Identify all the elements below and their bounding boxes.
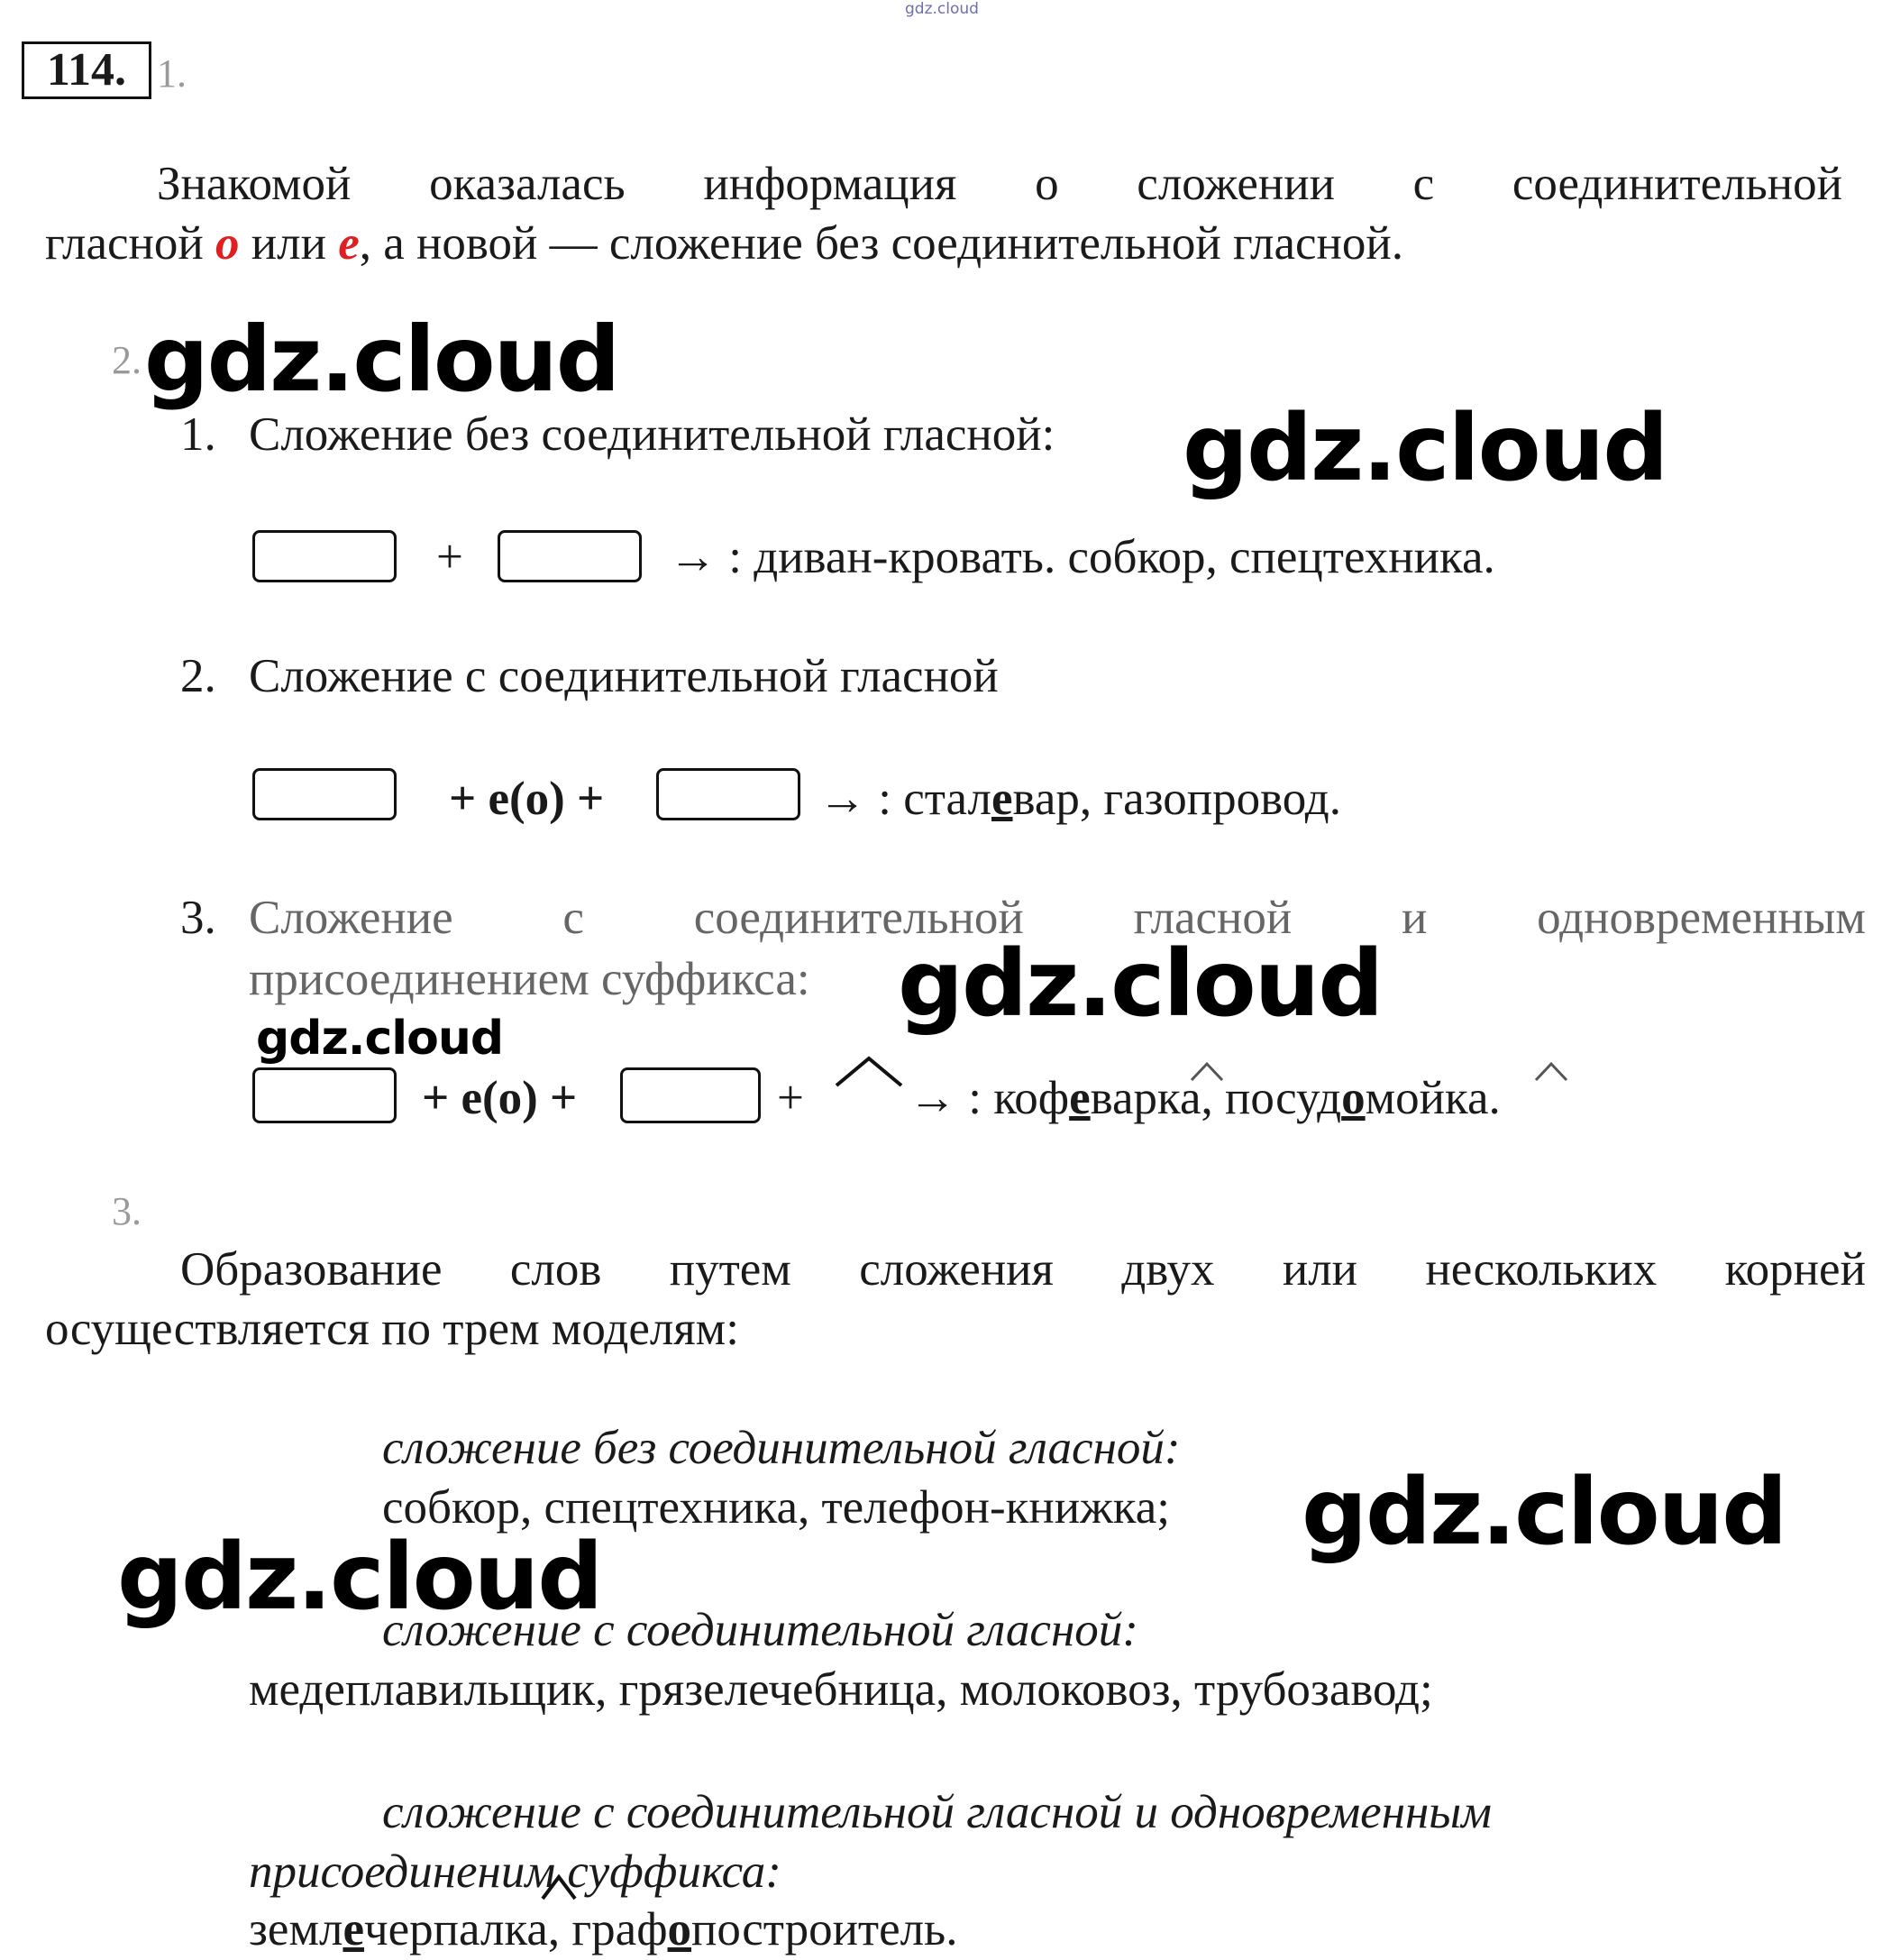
root-box (252, 1067, 397, 1123)
word: двух (1121, 1243, 1215, 1296)
watermark: gdz.cloud (144, 307, 619, 412)
plus-sign: + (436, 531, 463, 583)
model-3-heading: сложение с соединительной гласной и одновременным (382, 1786, 1493, 1838)
model-1-heading: сложение без соединительной гласной: (382, 1422, 1181, 1474)
word: Сложение (249, 892, 453, 944)
section-3-number: 3. (112, 1189, 142, 1233)
root-box (498, 530, 642, 582)
watermark: gdz.cloud (1302, 1459, 1786, 1566)
text-fragment: вар, газопровод. (1012, 773, 1341, 825)
word: с (1412, 158, 1435, 210)
text-fragment: построитель. (691, 1903, 958, 1955)
item-2-title: Сложение с соединительной гласной (249, 650, 999, 702)
text-fragment: черпалка, граф (363, 1903, 668, 1955)
underlined-vowel: е (343, 1903, 364, 1955)
word: сложении (1137, 158, 1335, 210)
watermark: gdz.cloud (256, 1012, 504, 1066)
model-2-heading: сложение с соединительной гласной: (382, 1604, 1138, 1656)
formula-text: + е(о) + (422, 1072, 578, 1124)
word: или (1282, 1243, 1358, 1296)
underlined-vowel: о (667, 1903, 692, 1955)
item-2-examples (818, 772, 1341, 826)
underlined-vowel: е (991, 773, 1013, 825)
item-3-line-2: присоединением суффикса: (249, 953, 810, 1005)
text-fragment: , а новой — сложение без соединительной гласной. (359, 217, 1403, 270)
word: Знакомой (157, 158, 352, 210)
word: одновременным (1537, 892, 1866, 944)
text-fragment: мойка. (1365, 1072, 1501, 1124)
root-box (620, 1067, 761, 1123)
item-1-examples: → : диван-кровать. собкор, спецтехника. (669, 531, 1495, 583)
word: путем (669, 1243, 791, 1296)
underlined-vowel: о (1341, 1072, 1366, 1124)
text-fragment: или (239, 217, 339, 270)
word: о (1035, 158, 1059, 210)
word: нескольких (1425, 1243, 1658, 1296)
suffix-caret-icon (543, 1875, 575, 1900)
connecting-vowel-formula (449, 772, 604, 826)
item-3-number: 3. (180, 892, 216, 944)
watermark: gdz.cloud (898, 930, 1383, 1038)
word: Образование (180, 1243, 443, 1296)
word: соединительной (693, 892, 1024, 944)
text-fragment: варка, посуд (1090, 1072, 1342, 1124)
word: сложения (859, 1243, 1054, 1296)
exercise-number: 114. (22, 41, 151, 99)
section-1-line-1 (157, 157, 1842, 211)
model-1-examples: собкор, спецтехника, телефон-книжка; (382, 1481, 1170, 1534)
watermark-top: gdz.cloud (905, 0, 979, 18)
text-fragment: земл (249, 1903, 343, 1955)
watermark: gdz.cloud (1183, 395, 1667, 502)
suffix-caret-icon (1536, 1062, 1567, 1082)
highlight-vowel-e: е (338, 217, 360, 270)
text-fragment: → : стал (818, 773, 991, 825)
word: информация (703, 158, 957, 210)
watermark: gdz.cloud (117, 1524, 602, 1631)
suffix-caret-icon (1192, 1062, 1222, 1082)
formula-text: + е(о) + (449, 773, 605, 825)
suffix-caret-icon (836, 1055, 901, 1087)
root-box (656, 768, 800, 820)
text-fragment: гласной (45, 217, 216, 270)
plus-sign: + (777, 1072, 804, 1124)
highlight-vowel-o: о (215, 217, 240, 270)
section-2-number: 2. (112, 338, 142, 382)
section-3-line-1 (180, 1242, 1866, 1296)
connecting-vowel-formula (422, 1071, 577, 1125)
root-box (252, 768, 397, 820)
item-1-number: 1. (180, 408, 216, 461)
word: корней (1724, 1243, 1866, 1296)
model-3-heading-cont: присоединеним суффикса: (249, 1846, 781, 1898)
root-box (252, 530, 397, 582)
section-1-line-2 (45, 216, 1403, 270)
model-2-examples: медеплавильщик, грязелечебница, молоковоз, трубозавод; (249, 1663, 1433, 1716)
underlined-vowel: е (1069, 1072, 1091, 1124)
word: слов (509, 1243, 602, 1296)
section-1-number: 1. (157, 51, 187, 96)
word: гласной (1133, 892, 1293, 944)
word: и (1402, 892, 1428, 944)
text-fragment: → : коф (909, 1072, 1070, 1124)
model-3-examples (249, 1902, 957, 1956)
word: соединительной (1512, 158, 1842, 210)
item-1-title: Сложение без соединительной гласной: (249, 408, 1055, 461)
section-3-line-2: осуществляется по трем моделям: (45, 1303, 739, 1355)
item-2-number: 2. (180, 650, 216, 702)
word: оказалась (429, 158, 626, 210)
word: с (562, 892, 584, 944)
